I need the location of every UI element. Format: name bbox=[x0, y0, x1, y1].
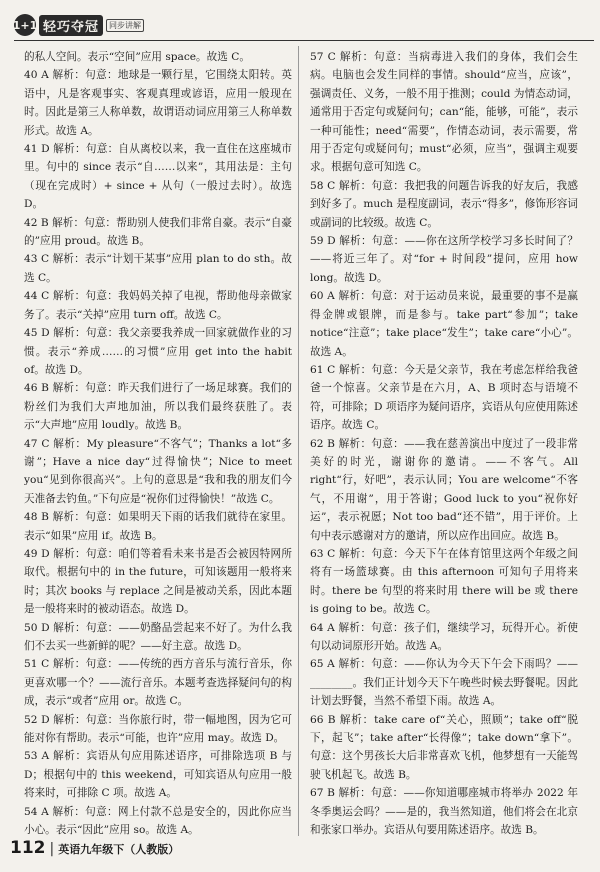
answer-entry: 64 A 解析：句意：孩子们，继续学习，玩得开心。祈使句以动词原形开始。故选 A。 bbox=[310, 621, 578, 652]
page-header bbox=[14, 12, 594, 42]
answer-entry: 44 C 解析：句意：我妈妈关掉了电视，帮助他母亲做家务了。表示“关掉”应用 turn off。故选 C。 bbox=[24, 290, 292, 321]
logo-subtitle: 同步讲解 bbox=[106, 19, 144, 32]
answer-entry: 47 C 解析：My pleasure“不客气”；Thanks a lot“多谢”；Have a nice day“过得愉快”；Nice to meet you“见到你很高兴”。上句的意思是“我和我的朋友们今天准备去钓鱼。”下句应是“祝你们过得愉快！”故选 C。 bbox=[24, 437, 292, 505]
answer-entry: 65 A 解析：句意：——你认为今天下午会下雨吗？——________。我们正计划今天下午晚些时候去野餐呢。因此计划去野餐，当然不希望下雨。故选 A。 bbox=[310, 658, 578, 708]
footer-separator: | bbox=[49, 841, 55, 857]
answer-entry: 61 C 解析：句意：今天是父亲节，我在考虑怎样给我爸爸一个惊喜。父亲节是在六月，A、B 项时态与语境不符，可排除；D 项语序为疑问语序，宾语从句应使用陈述语序。故选 C。 bbox=[310, 363, 578, 432]
answer-entry: 43 C 解析：表示“计划干某事”应用 plan to do sth。故选 C。 bbox=[24, 253, 292, 284]
answer-entry: 51 C 解析：句意：——传统的西方音乐与流行音乐，你更喜欢哪一个？——流行音乐。本题考查选择疑问句的构成，表示“或者”应用 or。故选 C。 bbox=[24, 658, 292, 708]
answer-entry: 52 D 解析：句意：当你旅行时，带一幅地图，因为它可能对你有帮助。表示“可能，也许”应用 may。故选 D。 bbox=[24, 713, 292, 745]
answer-entry: 67 B 解析：句意：——你知道哪座城市将举办 2022 年冬季奥运会吗？——是的，我当然知道，他们将会在北京和张家口举办。宾语从句要用陈述语序。故选 B。 bbox=[310, 787, 578, 837]
book-title: 英语九年级下（人教版） bbox=[58, 843, 180, 856]
brand-logo bbox=[14, 12, 144, 38]
left-column bbox=[24, 48, 292, 840]
answer-entry: 45 D 解析：句意：我父亲要我养成一回家就做作业的习惯。表示“养成……的习惯”应用 get into the habit of。故选 D。 bbox=[24, 327, 292, 376]
answer-entry: 53 A 解析：宾语从句应用陈述语序，可排除选项 B 与 D；根据句中的 this weekend，可知宾语从句应用一般将来时，可排除 C 项。故选 A。 bbox=[24, 750, 292, 800]
answer-entry: 42 B 解析：句意：帮助别人使我们非常自豪。表示“自豪的”应用 proud。故选 B。 bbox=[24, 216, 292, 248]
answer-entry: 54 A 解析：句意：网上付款不总是安全的，因此你应当小心。表示“因此”应用 so。故选 A。 bbox=[24, 805, 292, 837]
answer-entry: 63 C 解析：句意：今天下午在体育馆里这两个年级之间将有一场篮球赛。由 this afternoon 可知句子用将来时。there be 句型的将来时用 there will be 或 there is going to be。故选 C。 bbox=[310, 547, 578, 616]
answer-entry: 60 A 解析：句意：对于运动员来说，最重要的事不是赢得金牌或银牌，而是参与。take part“参加”；take notice“注意”；take place“发生”；take care“小心”。故选 A。 bbox=[310, 290, 578, 358]
answer-entry: 41 D 解析：句意：自从离校以来，我一直住在这座城市里。句中的 since 表示“自……以来”，其用法是：主句（现在完成时）+ since + 从句（一般过去时）。故选 D。 bbox=[24, 143, 292, 211]
logo-text: 轻巧夺冠 bbox=[39, 15, 103, 36]
right-column bbox=[310, 48, 578, 840]
answer-entry: 57 C 解析：句意：当病毒进入我们的身体，我们会生病。电脑也会发生同样的事情。should“应当，应该”，强调责任、义务，一般不用于推测；could 为情态动词，通常用于否定句或疑问句；can“能，能够，可能”，表示一种可能性；need“需要”，作情态动词，表示需要，常用于否定句或疑问句；must“必须，应当”，强调主观要求。根据句意可知选 C。 bbox=[310, 51, 578, 174]
answer-entry: 50 D 解析：句意：——奶酪品尝起来不好了。为什么我们不去买一些新鲜的呢？——好主意。故选 D。 bbox=[24, 621, 292, 652]
answer-entry: 59 D 解析：句意：——你在这所学校学习多长时间了？——将近三年了。对“for + 时间段”提问，应用 how long。故选 D。 bbox=[310, 235, 578, 284]
answer-entry bbox=[310, 839, 578, 840]
answer-entry: 62 B 解析：句意：——我在慈善演出中度过了一段非常美好的时光，谢谢你的邀请。——不客气。All right“行，好吧”，表示认同；You are welcome“不客气，不用谢”，用于答谢；Good luck to you“祝你好运”，表示祝愿；Not too bad“还不错”，用于评价。上句中表示感谢对方的邀请，所以应作出回应。故选 B。 bbox=[310, 437, 578, 542]
page-footer bbox=[10, 838, 179, 862]
column-divider bbox=[298, 46, 299, 836]
answer-entry: 66 B 解析：take care of“关心，照顾”；take off“脱下，起飞”；take after“长得像”；take down“拿下”。句意：这个男孩长大后非常喜欢飞机，他梦想有一天能驾驶飞机起飞。故选 B。 bbox=[310, 713, 578, 781]
answer-entry: 的私人空间。表示“空间”应用 space。故选 C。 bbox=[24, 51, 250, 63]
logo-mark-icon: 1+1 bbox=[14, 14, 36, 36]
answer-entry: 49 D 解析：句意：咱们等着看未来书是否会被因特网所取代。根据句中的 in the future，可知该题用一般将来时；其次 books 与 replace 之间是被动关系，因此本题是一般将来时的被动语态。故选 D。 bbox=[24, 547, 292, 616]
header-rule bbox=[14, 40, 594, 41]
page-number: 112 bbox=[10, 838, 46, 858]
answer-entry: 46 B 解析：句意：昨天我们进行了一场足球赛。我们的粉丝们为我们大声地加油，所以我们最终获胜了。表示“大声地”应用 loudly。故选 B。 bbox=[24, 382, 292, 432]
answer-entry: 58 C 解析：句意：我把我的问题告诉我的好友后，我感到好多了。much 是程度副词，表示“得多”，修饰形容词或副词的比较级。故选 C。 bbox=[310, 179, 578, 229]
answer-entry: 40 A 解析：句意：地球是一颗行星，它围绕太阳转。英语中，凡是客观事实、客观真理或谚语，应用一般现在时。因此是第三人称单数，故谓语动词应用第三人称单数形式。故选 A。 bbox=[24, 69, 292, 137]
answer-entry: 48 B 解析：句意：如果明天下雨的话我们就待在家里。表示“如果”应用 if。故选 B。 bbox=[24, 511, 292, 542]
